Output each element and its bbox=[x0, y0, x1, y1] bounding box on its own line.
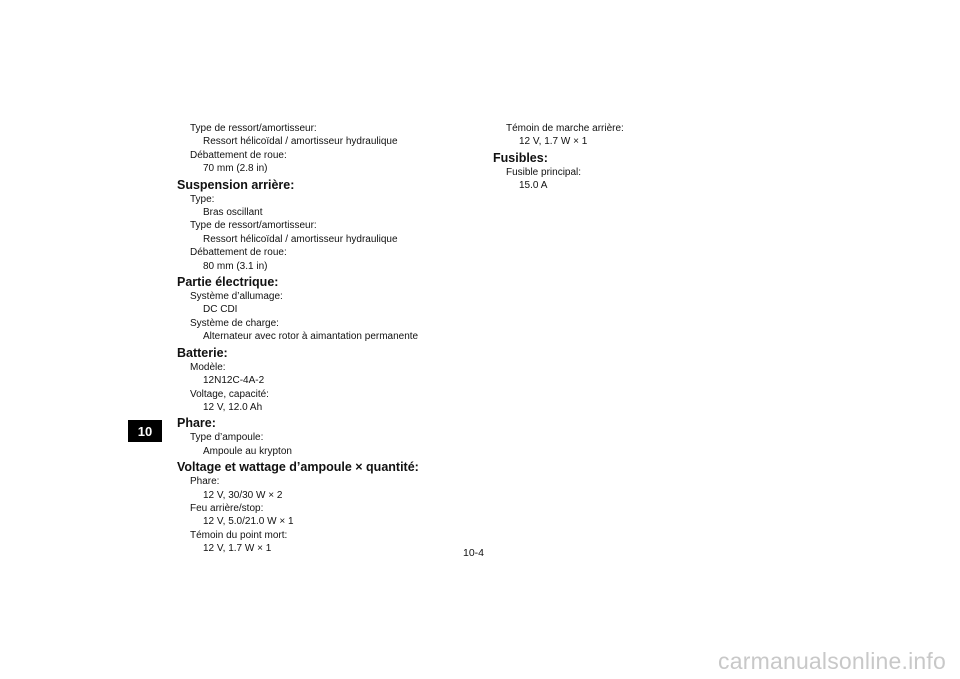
spec-label: Modèle: bbox=[190, 361, 226, 373]
spec-label: Feu arrière/stop: bbox=[190, 502, 264, 514]
spec-label: Témoin de marche arrière: bbox=[506, 123, 624, 134]
spec-label: Fusible principal: bbox=[506, 166, 582, 178]
section-heading: Phare: bbox=[177, 416, 216, 431]
spec-value: Alternateur avec rotor à aimantation permanente bbox=[203, 331, 419, 343]
section-heading: Suspension arrière: bbox=[177, 177, 295, 192]
spec-label: Type de ressort/amortisseur: bbox=[190, 220, 317, 232]
section-heading: Batterie: bbox=[177, 345, 228, 360]
page-number: 10-4 bbox=[463, 547, 485, 559]
section-heading: Fusibles: bbox=[493, 150, 548, 165]
spec-label: Type: bbox=[190, 193, 215, 205]
spec-label: Type de ressort/amortisseur: bbox=[190, 123, 317, 134]
spec-value: 12 V, 1.7 W × 1 bbox=[203, 543, 272, 555]
spec-label: Type d’ampoule: bbox=[190, 432, 264, 444]
spec-value: Ampoule au krypton bbox=[203, 445, 292, 457]
spec-label: Voltage, capacité: bbox=[190, 388, 269, 400]
spec-value: 15.0 A bbox=[519, 180, 548, 192]
spec-label: Phare: bbox=[190, 476, 220, 488]
spec-column-right bbox=[493, 122, 723, 193]
spec-value: 12 V, 1.7 W × 1 bbox=[519, 136, 588, 148]
spec-value: 12 V, 5.0/21.0 W × 1 bbox=[203, 516, 294, 528]
spec-value: 80 mm (3.1 in) bbox=[203, 260, 268, 272]
spec-label: Système de charge: bbox=[190, 317, 279, 329]
spec-value: 70 mm (2.8 in) bbox=[203, 163, 268, 175]
spec-label: Témoin du point mort: bbox=[190, 529, 288, 541]
spec-value: Bras oscillant bbox=[203, 207, 263, 219]
spec-column-left bbox=[177, 122, 467, 556]
chapter-tab: 10 bbox=[128, 420, 162, 442]
watermark: carmanualsonline.info bbox=[718, 648, 946, 674]
spec-label: Débattement de roue: bbox=[190, 247, 287, 259]
spec-value: DC CDI bbox=[203, 304, 238, 316]
spec-value: 12 V, 12.0 Ah bbox=[203, 401, 263, 413]
spec-label: Débattement de roue: bbox=[190, 149, 287, 161]
section-heading: Voltage et wattage d’ampoule × quantité: bbox=[177, 460, 419, 475]
spec-value: Ressort hélicoïdal / amortisseur hydraulique bbox=[203, 233, 398, 245]
spec-value: 12 V, 30/30 W × 2 bbox=[203, 489, 283, 501]
section-heading: Partie électrique: bbox=[177, 275, 279, 290]
spec-value: 12N12C-4A-2 bbox=[203, 375, 265, 387]
spec-value: Ressort hélicoïdal / amortisseur hydraulique bbox=[203, 136, 398, 148]
spec-label: Système d’allumage: bbox=[190, 291, 283, 303]
